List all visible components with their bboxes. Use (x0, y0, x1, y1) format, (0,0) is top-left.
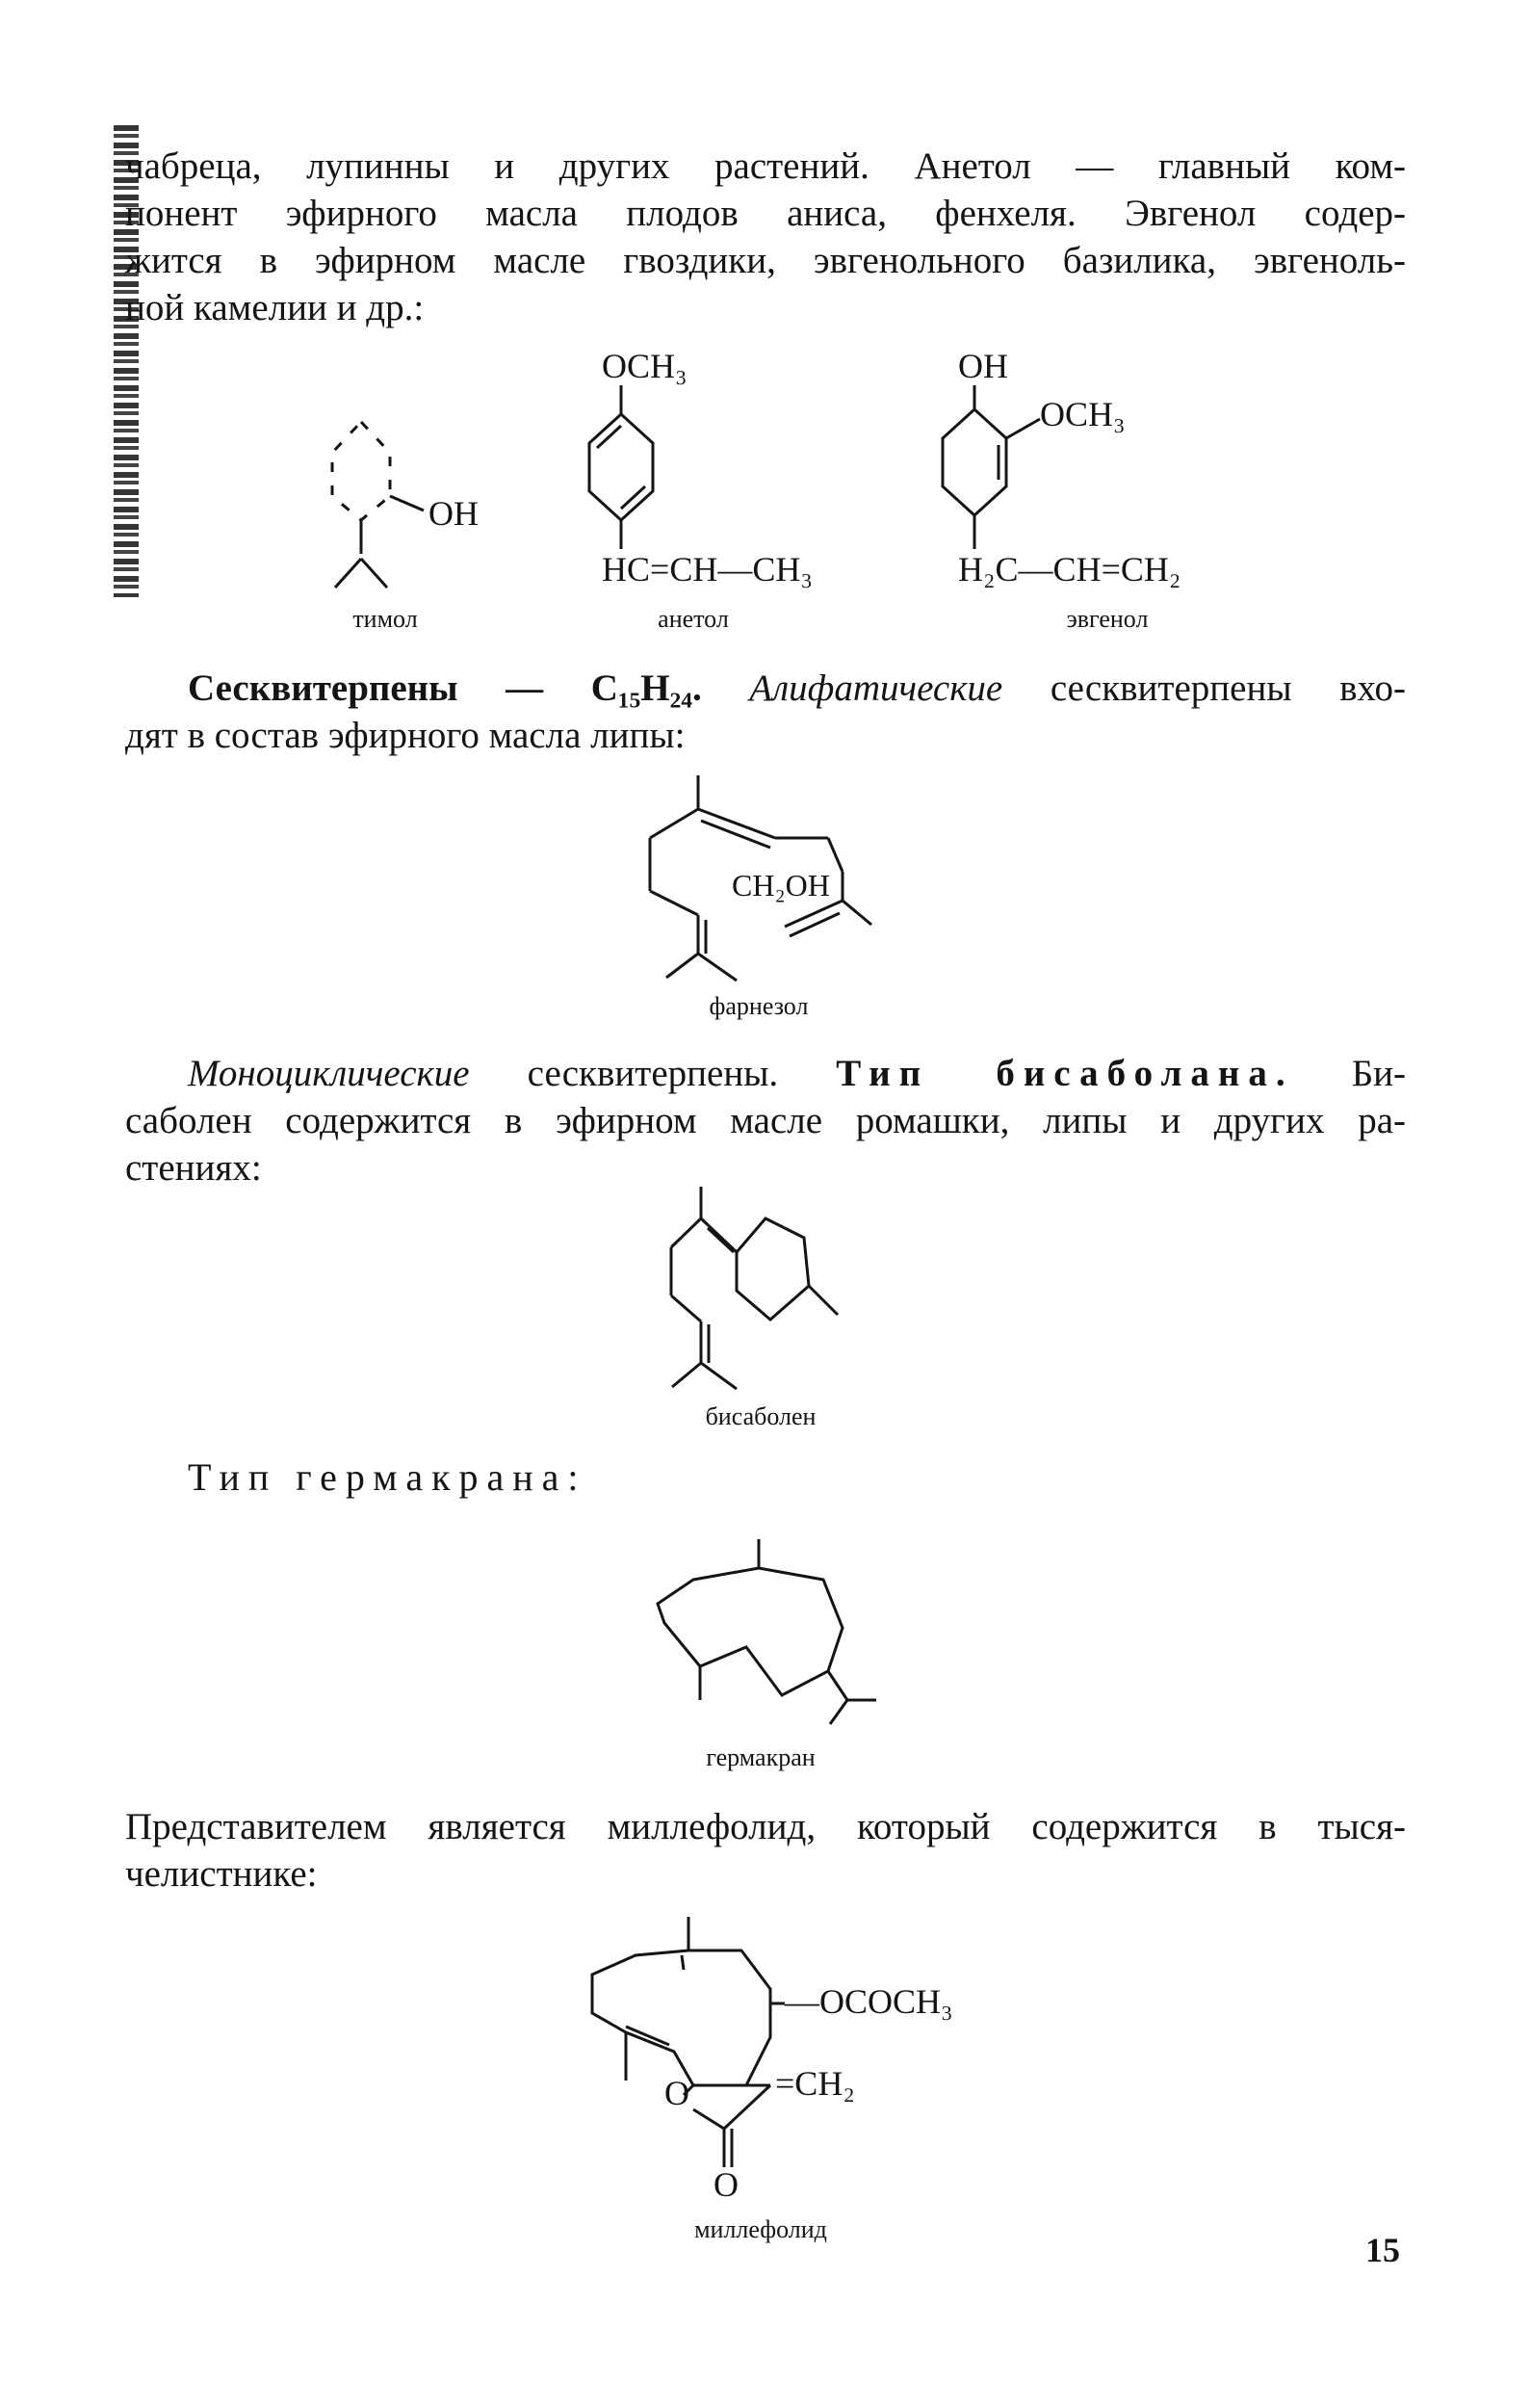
anethole-chain-label: HC=CH—CH₃ (602, 550, 813, 589)
text-fragment: сесквитерпены. (527, 1053, 779, 1094)
farnesol-ch2oh-label: CH₂OH (732, 868, 830, 903)
eugenol-caption: эвгенол (1066, 605, 1149, 633)
bisabolene-caption: бисаболен (705, 1402, 817, 1430)
text-line: челистнике: (125, 1853, 318, 1895)
germacrane-type-heading: Тип гермакрана: (188, 1455, 587, 1499)
text-line: жится в эфирном масле гвоздики, эвгенольного базилика, эвгеноль- (125, 240, 1406, 281)
millefolide-ch2-label: =CH₂ (775, 2064, 855, 2103)
eugenol-chain-label: H₂C—CH=CH₂ (958, 550, 1181, 589)
text-line: Представителем является миллефолид, который содержится в тыся- (125, 1806, 1406, 1847)
thymol-oh-label: OH (428, 494, 479, 533)
monocyclic-term: Моноциклические (188, 1053, 470, 1094)
text-line: ной камелии и др.: (125, 287, 425, 328)
thymol-caption: тимол (352, 605, 418, 633)
farnesol-caption: фарнезол (709, 992, 809, 1020)
text-line: саболен содержится в эфирном масле ромашки, липы и других ра- (125, 1100, 1406, 1141)
millefolide-carbonyl-oxygen-label: O (714, 2165, 739, 2204)
anethole-och3-label: OCH₃ (602, 347, 688, 385)
bisabolane-type-term: Тип бисаболана. (836, 1053, 1294, 1094)
millefolide-ococh3-label: —OCOCH₃ (785, 1982, 953, 2021)
aliphatic-term: Алифатические (749, 667, 1003, 709)
millefolide-caption: миллефолид (694, 2215, 827, 2243)
text-line: дят в состав эфирного масла липы: (125, 715, 686, 756)
text-line: стениях: (125, 1147, 262, 1189)
sesquiterpenes-formula: Сесквитерпены — C₁₅H₂₄. (188, 667, 702, 709)
page-number: 15 (1365, 2231, 1400, 2269)
germacrane-caption: гермакран (706, 1743, 816, 1771)
text-line: понент эфирного масла плодов аниса, фенхеля. Эвгенол содер- (125, 193, 1406, 234)
text-fragment: сесквитерпены вхо- (1050, 667, 1407, 709)
text-line: чабреца, лупинны и других растений. Анетол — главный ком- (125, 145, 1406, 187)
millefolide-ring-oxygen-label: O (664, 2074, 689, 2112)
eugenol-och3-label: OCH₃ (1040, 395, 1126, 433)
text-fragment: Би- (1351, 1053, 1407, 1094)
eugenol-oh-label: OH (958, 347, 1008, 385)
anethole-caption: анетол (658, 605, 729, 633)
